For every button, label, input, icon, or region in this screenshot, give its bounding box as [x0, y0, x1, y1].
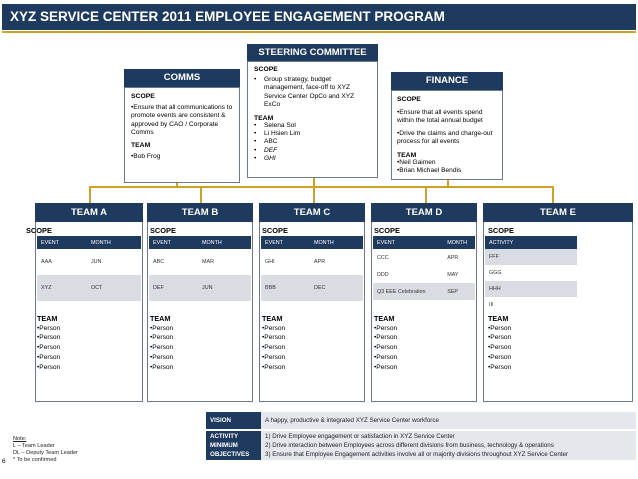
team-member: •Person: [37, 344, 61, 352]
team-member: •Person: [150, 363, 174, 371]
team-member: •Person: [488, 334, 512, 342]
event-month: JUN: [198, 275, 251, 301]
comms-team-label: TEAM: [131, 141, 151, 149]
objective-item: 3) Ensure that Employee Engagement activities involve all or majority divisions throughout XYZ Service Center: [265, 451, 568, 458]
activity-name: GGG: [489, 270, 502, 276]
event-month: MAY: [447, 271, 459, 278]
objectives-table: [206, 412, 636, 460]
event-name: Q3 EEE Celebration: [373, 283, 443, 300]
steering-team-member: • GHI: [254, 155, 371, 163]
team-d-event-table: [373, 236, 475, 300]
steering-scope-label: SCOPE: [254, 66, 278, 73]
team-d-team-label: TEAM: [374, 314, 395, 323]
connector-team-a: [89, 186, 91, 204]
page-title: XYZ SERVICE CENTER 2011 EMPLOYEE ENGAGEMENT PROGRAM: [2, 4, 636, 30]
team-member: •Person: [488, 324, 512, 332]
comms-box: [124, 87, 240, 183]
team-member: •Person: [374, 324, 398, 332]
steering-committee-box: [247, 61, 378, 178]
event-name: XYZ: [37, 275, 87, 301]
team-member: •Person: [37, 334, 61, 342]
team-member: •Person: [262, 353, 286, 361]
event-month: JUN: [90, 259, 102, 265]
event-month: MAR: [202, 259, 214, 265]
team-e-header: TEAM E: [483, 203, 633, 222]
team-a-team-label: TEAM: [37, 314, 58, 323]
team-member: •Person: [150, 324, 174, 332]
comms-header: COMMS: [124, 69, 240, 87]
finance-team-member: •Neil Gaimen: [397, 158, 436, 166]
team-b-team-label: TEAM: [150, 314, 171, 323]
title-underline: [2, 31, 636, 33]
activity-label-line: OBJECTIVES: [210, 451, 250, 458]
team-a-event-table: [37, 236, 141, 301]
team-member: •Person: [488, 353, 512, 361]
month-col-header: MONTH: [310, 236, 363, 249]
event-month: APR: [314, 259, 326, 265]
objective-item: 2) Drive interaction between Employees across different divisions from business, technology & operations: [265, 442, 554, 449]
event-month: APR: [447, 254, 459, 261]
finance-header: FINANCE: [391, 72, 503, 90]
team-member: •Person: [374, 334, 398, 342]
team-member: •Person: [374, 363, 398, 371]
steering-scope-item: • Group strategy, budget management, face-off to XYZ Service Center OpCo and XYZ ExCo: [254, 76, 371, 110]
activity-label-line: MINIMUM: [210, 442, 238, 449]
team-a-scope-label: SCOPE: [26, 226, 52, 235]
event-col-header: EVENT: [261, 236, 310, 249]
event-name: AAA: [41, 259, 52, 265]
activity-col-header: ACTIVITY: [485, 236, 577, 249]
activity-name: HHH: [485, 281, 577, 297]
activity-label-line: ACTIVITY: [210, 433, 239, 440]
finance-team-label: TEAM: [397, 151, 417, 159]
team-member: •Person: [262, 344, 286, 352]
event-name: BBB: [261, 275, 310, 301]
event-month: SEP: [443, 283, 475, 300]
finance-scope-text-2: •Drive the claims and charge-out process for all events: [397, 129, 493, 146]
team-e-members: [488, 314, 511, 372]
team-member: •Person: [488, 363, 512, 371]
vision-text: A happy, productive & integrated XYZ Service Center workforce: [261, 412, 636, 429]
team-e-scope-label: SCOPE: [488, 226, 514, 235]
comms-scope-text: •Ensure that all communications to promote events are consistent & approved by CAO / Corporate Comms: [131, 104, 233, 137]
connector-team-d: [425, 186, 427, 204]
steering-committee-header: STEERING COMMITTEE: [247, 44, 378, 61]
team-b-scope-label: SCOPE: [150, 226, 176, 235]
legend-note: [13, 436, 78, 464]
activity-objectives-label: [206, 431, 261, 460]
finance-team-member: •Brian Michael Bendis: [397, 167, 462, 175]
team-c-event-table: [261, 236, 363, 301]
vision-label: VISION: [206, 412, 261, 429]
team-a-header: TEAM A: [35, 203, 143, 222]
connector-team-b: [200, 186, 202, 204]
event-col-header: EVENT: [373, 236, 443, 249]
team-d-header: TEAM D: [371, 203, 477, 222]
note-line: L – Team Leader: [13, 443, 55, 449]
steering-team-member: • DEF: [254, 147, 371, 155]
team-b-members: [150, 314, 173, 372]
event-col-header: EVENT: [149, 236, 198, 249]
steering-team-member: • ABC: [254, 138, 371, 146]
connector-horizontal-top: [89, 186, 554, 188]
team-d-members: [374, 314, 397, 372]
connector-finance-down: [447, 180, 449, 187]
page-number: 6: [2, 458, 6, 465]
event-month: OCT: [87, 275, 141, 301]
steering-team-member: • Li Hsien Lim: [254, 130, 371, 138]
event-month: DEC: [310, 275, 363, 301]
finance-box: [391, 90, 503, 180]
activity-name: FFF: [485, 249, 577, 265]
finance-scope-label: SCOPE: [397, 96, 421, 103]
team-member: •Person: [488, 344, 512, 352]
team-member: •Person: [37, 353, 61, 361]
event-name: DDD: [377, 271, 389, 278]
team-a-members: [37, 314, 60, 372]
note-heading: Note:: [13, 436, 27, 442]
team-d-scope-label: SCOPE: [374, 226, 400, 235]
steering-team-list: [254, 122, 371, 164]
objectives-text: [261, 431, 636, 460]
team-member: •Person: [37, 324, 61, 332]
objective-item: 1) Drive Employee engagement or satisfaction in XYZ Service Center: [265, 433, 455, 440]
connector-team-c: [313, 186, 315, 204]
team-e-team-label: TEAM: [488, 314, 509, 323]
team-member: •Person: [262, 363, 286, 371]
event-name: CCC: [377, 254, 389, 261]
comms-scope-label: SCOPE: [131, 93, 155, 100]
team-member: •Person: [374, 353, 398, 361]
team-member: •Person: [37, 363, 61, 371]
event-col-header: EVENT: [37, 236, 87, 249]
month-col-header: MONTH: [443, 236, 475, 249]
finance-scope-text-1: •Ensure that all events spend within the total annual budget: [397, 109, 483, 125]
team-member: •Person: [150, 334, 174, 342]
team-c-scope-label: SCOPE: [262, 226, 288, 235]
team-b-event-table: [149, 236, 251, 301]
team-b-header: TEAM B: [147, 203, 253, 222]
team-member: •Person: [150, 344, 174, 352]
team-c-header: TEAM C: [259, 203, 365, 222]
connector-team-e: [552, 186, 554, 204]
event-name: ABC: [153, 259, 165, 265]
month-col-header: MONTH: [87, 236, 141, 249]
comms-team-text: •Bob Frog: [131, 152, 161, 160]
steering-team-label: TEAM: [254, 114, 274, 122]
team-member: •Person: [150, 353, 174, 361]
connector-comms-down: [176, 183, 178, 187]
steering-scope-list: [254, 76, 371, 110]
note-line: DL – Deputy Team Leader: [13, 450, 78, 456]
steering-team-member: • Selena Sol: [254, 122, 371, 130]
activity-name: III: [489, 302, 494, 308]
team-member: •Person: [262, 334, 286, 342]
team-c-members: [262, 314, 285, 372]
event-name: GHI: [265, 259, 275, 265]
team-c-team-label: TEAM: [262, 314, 283, 323]
team-member: •Person: [262, 324, 286, 332]
event-name: DEF: [149, 275, 198, 301]
team-e-activity-table: [485, 236, 577, 313]
note-line: * To be confirmed: [13, 457, 57, 463]
team-member: •Person: [374, 344, 398, 352]
month-col-header: MONTH: [198, 236, 251, 249]
